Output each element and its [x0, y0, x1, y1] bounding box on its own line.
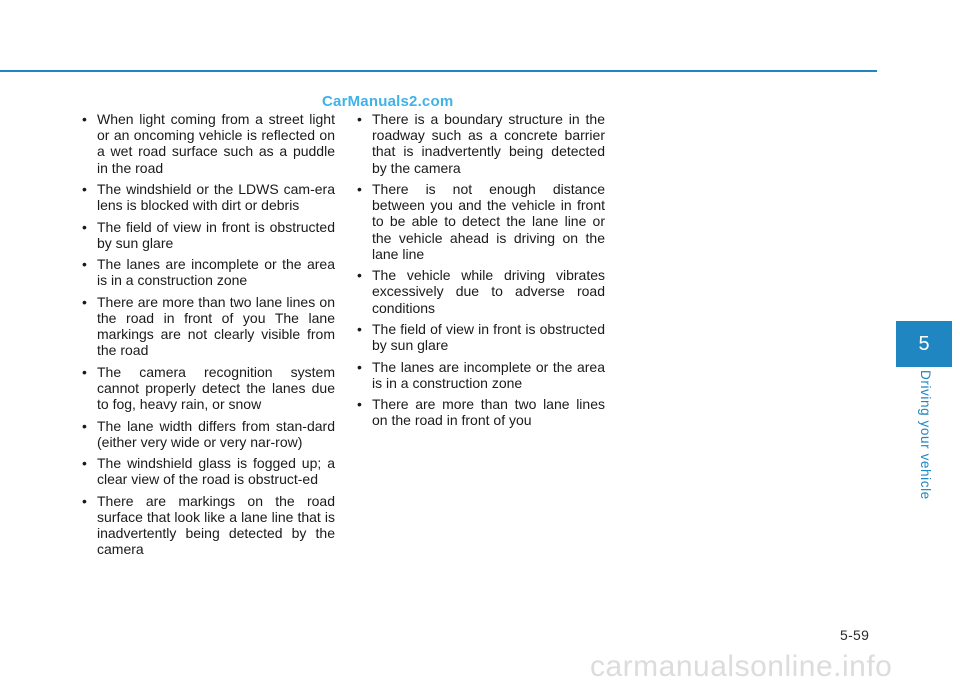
list-item: • There is not enough distance between you and the vehicle in front to be able to detect the lane line or the vehicle ahead is driving on the lane line [353, 181, 605, 262]
left-column-list [78, 111, 335, 563]
list-item: • The windshield glass is fogged up; a clear view of the road is obstruct-ed [78, 455, 335, 487]
header-rule [0, 70, 877, 72]
list-item: • The field of view in front is obstructed by sun glare [353, 321, 605, 353]
chapter-tab [896, 321, 952, 367]
list-item: • The lane width differs from stan-dard (either very wide or very nar-row) [78, 418, 335, 450]
chapter-number: 5 [918, 332, 930, 355]
list-item: • The camera recognition system cannot properly detect the lanes due to fog, heavy rain, or snow [78, 364, 335, 413]
list-item: • There are markings on the road surface that look like a lane line that is inadvertently being detected by the camera [78, 493, 335, 558]
list-item: • There are more than two lane lines on the road in front of you [353, 396, 605, 428]
watermark-footer: carmanualsonline.info [590, 650, 893, 683]
list-item: • The lanes are incomplete or the area is in a construction zone [78, 256, 335, 288]
list-item: • The vehicle while driving vibrates excessively due to adverse road conditions [353, 267, 605, 316]
right-column-list [353, 111, 605, 434]
list-item: • The lanes are incomplete or the area is in a construction zone [353, 359, 605, 391]
page-number: 5-59 [840, 627, 870, 643]
list-item: • The field of view in front is obstructed by sun glare [78, 219, 335, 251]
watermark-link[interactable]: CarManuals2.com [322, 93, 454, 110]
list-item: • When light coming from a street light or an oncoming vehicle is reflected on a wet road surface such as a puddle in the road [78, 111, 335, 176]
chapter-title: Driving your vehicle [918, 370, 933, 500]
list-item: • The windshield or the LDWS cam-era lens is blocked with dirt or debris [78, 181, 335, 213]
list-item: • There is a boundary structure in the roadway such as a concrete barrier that is inadvertently being detected by the camera [353, 111, 605, 176]
list-item: • There are more than two lane lines on the road in front of you The lane markings are not clearly visible from the road [78, 294, 335, 359]
